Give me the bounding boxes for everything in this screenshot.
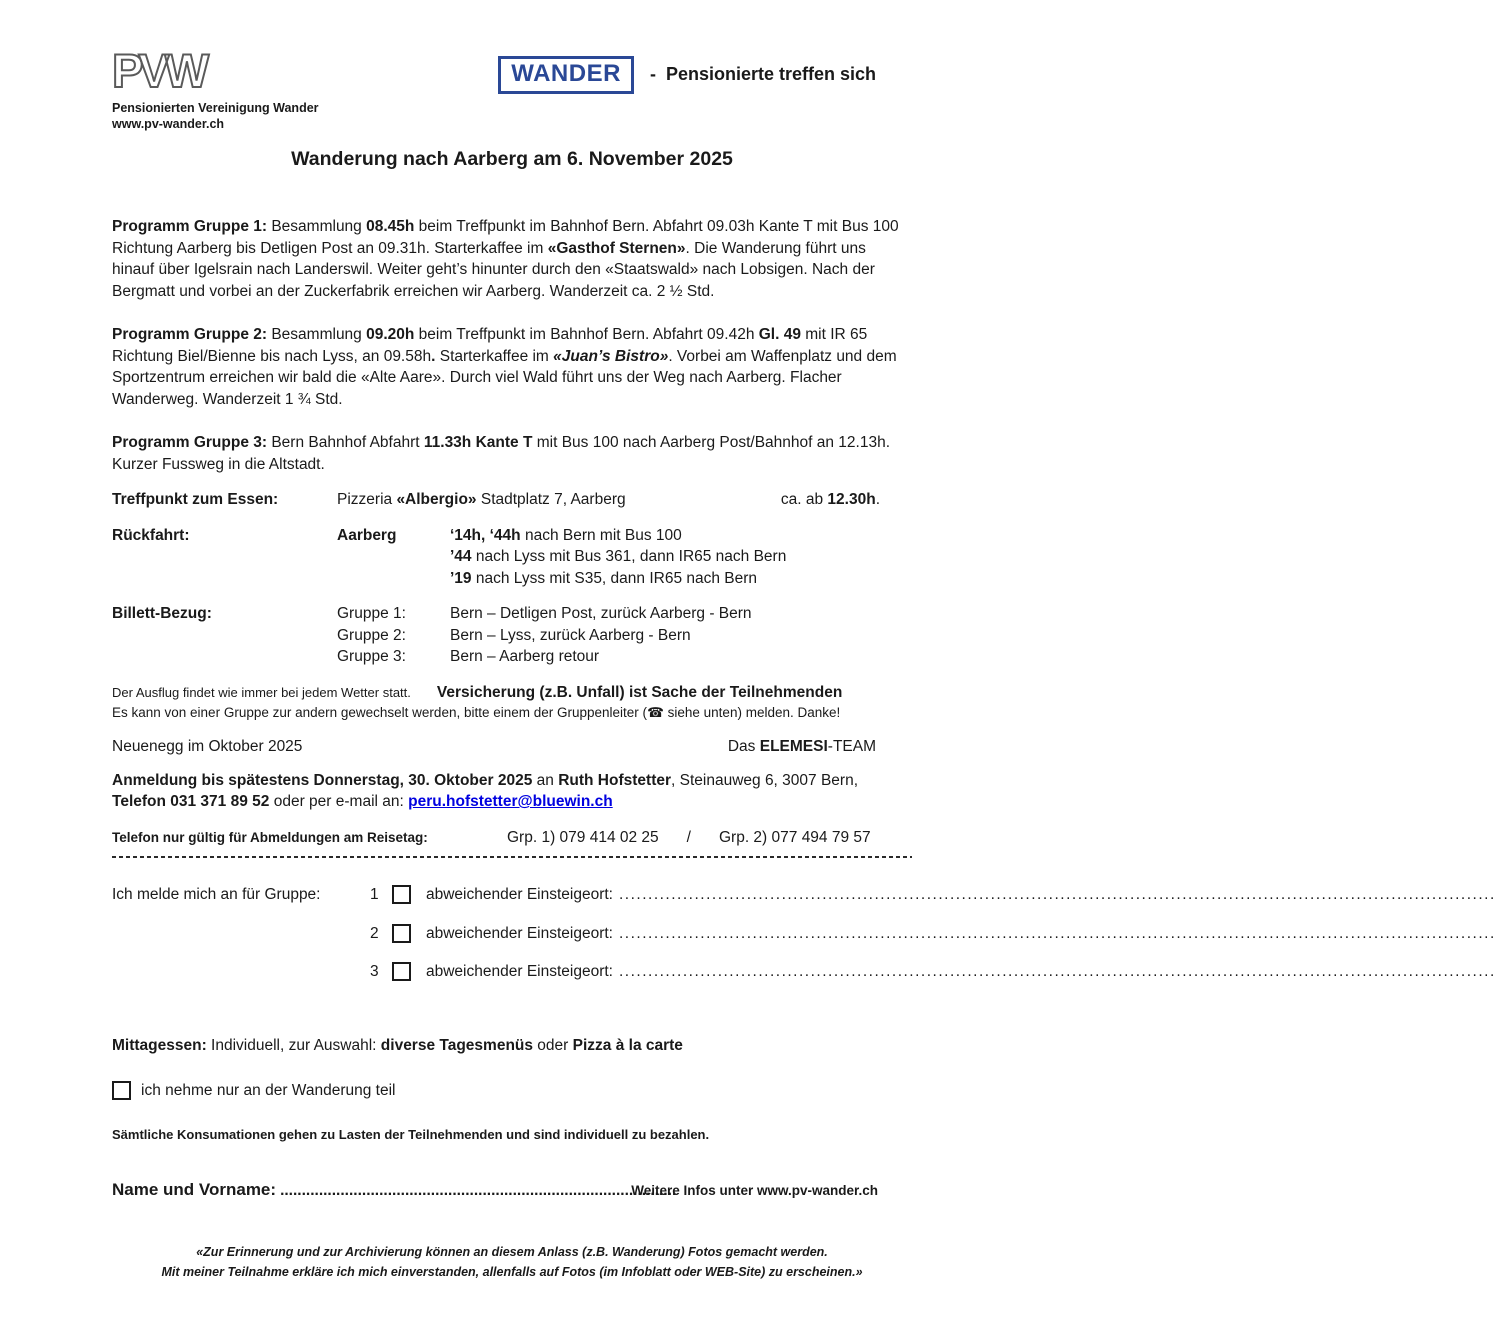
text-segment: Mittagessen: [112, 1036, 207, 1054]
walk-only-label: ich nehme nur an der Wanderung teil [141, 1082, 396, 1099]
text-segment: Pizzeria [337, 491, 397, 508]
weather-insurance-line [112, 682, 912, 704]
program-group-3 [112, 432, 912, 475]
dateline-left: Neuenegg im Oktober 2025 [112, 738, 303, 755]
text-segment: . Vorbei am Waffenplatz und dem Sportzentrum erreichen wir bald die «Alte Aare». Durch viel Wald führt uns der Weg nach Aarberg. Flacher Wanderweg. Wanderzeit 1 ¾ Std. [112, 347, 897, 408]
ticket-route: Bern – Lyss, zurück Aarberg - Bern [450, 626, 691, 644]
return-trip-lines [450, 525, 912, 590]
text-segment: oder per e-mail an: [269, 793, 409, 810]
text-segment: 08.45h [366, 218, 415, 235]
text-segment: nach Lyss mit Bus 361, dann IR65 nach Bern [471, 548, 787, 565]
tickets-rows [337, 603, 912, 668]
team-signature [728, 736, 912, 758]
insurance-note: Versicherung (z.B. Unfall) ist Sache der Teilnehmenden [436, 683, 843, 701]
group-1-checkbox[interactable] [392, 885, 411, 904]
name-field-group [112, 1179, 677, 1202]
meeting-label: Treffpunkt zum Essen: [112, 491, 279, 508]
text-segment: Anmeldung bis spätestens Donnerstag, 30. Oktober 2025 [112, 771, 533, 789]
text-segment: . [431, 347, 436, 365]
dashed-divider [112, 856, 912, 858]
text-segment: ca. ab [780, 491, 828, 508]
ticket-group: Gruppe 2: [337, 626, 406, 644]
text-segment: diverse Tagesmenüs [380, 1036, 533, 1054]
text-segment: -TEAM [827, 738, 876, 755]
text-segment: Telefon 031 371 89 52 [112, 793, 270, 810]
brand-block [498, 56, 876, 94]
cancellation-row [112, 827, 912, 849]
text-segment: beim Treffpunkt im Bahnhof Bern. Abfahrt 09.42h [414, 326, 759, 343]
phone-separator: / [686, 828, 691, 846]
return-trip-place: Aarberg [337, 526, 397, 544]
org-name: Pensionierten Vereinigung Wander [112, 101, 319, 115]
photo-disclaimer [112, 1242, 912, 1282]
meal-line [112, 1035, 912, 1057]
return-trip-label: Rückfahrt: [112, 526, 190, 544]
tagline-dash: - [649, 64, 656, 85]
more-infos: Weitere Infos unter www.pv-wander.ch [631, 1183, 878, 1198]
group-number: 3 [370, 963, 379, 980]
text-segment: 11.33h Kante T [423, 434, 533, 451]
text-segment: 12.30h [827, 491, 876, 508]
text-segment: , Steinauweg 6, 3007 Bern, [671, 771, 859, 789]
boarding-point-label: abweichender Einsteigeort: [426, 886, 613, 903]
group-number: 1 [370, 886, 379, 903]
text-segment: 09.20h [366, 326, 415, 343]
return-line [450, 525, 912, 547]
meeting-time [781, 489, 912, 511]
ticket-route: Bern – Detligen Post, zurück Aarberg - Bern [450, 605, 752, 622]
text-segment: «Albergio» [396, 491, 477, 508]
return-trip-block [112, 525, 912, 590]
program-group-2 [112, 324, 912, 410]
registration-paragraph [112, 770, 912, 813]
signup-form [112, 884, 1496, 983]
dateline-row [112, 736, 912, 758]
text-segment: Gl. 49 [758, 326, 801, 343]
text-segment: siehe unten) melden. Danke! [663, 705, 841, 720]
group-2-phone: Grp. 2) 077 494 79 57 [718, 828, 871, 846]
group-3-checkbox[interactable] [392, 962, 411, 981]
tickets-block [112, 603, 912, 668]
name-field[interactable]: ............................................................................................ [280, 1182, 677, 1199]
text-segment: Bern Bahnhof Abfahrt [271, 434, 424, 451]
text-segment: oder [533, 1036, 573, 1054]
signup-row-1 [112, 884, 1496, 906]
text-segment: . [875, 491, 880, 508]
boarding-point-label: abweichender Einsteigeort: [426, 924, 613, 942]
text-segment: Es kann von einer Gruppe zur andern gewechselt werden, bitte einem der Gruppenleiter ( [112, 705, 648, 720]
signup-row-2 [112, 923, 1496, 945]
text-segment: Pizza à la carte [572, 1036, 683, 1054]
boarding-point-field[interactable]: ....................................................................................................................................................... [618, 924, 1496, 942]
page-title: Wanderung nach Aarberg am 6. November 2025 [291, 148, 733, 170]
text-segment: nach Bern mit Bus 100 [520, 526, 682, 544]
group-switch-note [112, 703, 912, 722]
ticket-group: Gruppe 3: [337, 648, 406, 665]
boarding-point-field[interactable]: ....................................................................................................................................................... [618, 963, 1496, 980]
signup-row-3 [112, 961, 1496, 983]
text-segment: Ruth Hofstetter [558, 771, 672, 789]
ticket-row [337, 646, 912, 668]
text-segment: . Die Wanderung führt uns hinauf über Igelsrain nach Landerswil. Weiter geht’s hinunter durch den «Staatswald» nach Lobsigen. Nach der Bergmatt und vorbei an der Zuckerfabrik erreichen wir Aarberg. Wanderzeit ca. 2 ½ Std. [112, 239, 875, 300]
text-segment: ’44 [450, 548, 472, 565]
org-block [112, 46, 319, 132]
text-segment: Starterkaffee im [435, 347, 554, 365]
cancellation-numbers [507, 827, 871, 849]
ticket-group: Gruppe 1: [337, 605, 406, 622]
phone-icon: ☎ [647, 705, 664, 720]
group-2-checkbox[interactable] [392, 924, 411, 943]
disclaimer-line-2: Mit meiner Teilnahme erkläre ich mich einverstanden, allenfalls auf Fotos (im Infoblatt oder WEB-Site) zu erscheinen.» [161, 1264, 863, 1279]
text-segment: Stadtplatz 7, Aarberg [476, 491, 626, 508]
tagline: Pensionierte treffen sich [665, 64, 876, 85]
boarding-point-field[interactable]: ....................................................................................................................................................... [618, 886, 1496, 903]
text-segment: mit Bus 100 nach Aarberg Post/Bahnhof an 12.13h. Kurzer Fussweg in die Altstadt. [112, 434, 891, 473]
email-link[interactable]: peru.hofstetter@bluewin.ch [408, 793, 613, 810]
org-url: www.pv-wander.ch [112, 117, 225, 131]
text-segment: an [532, 771, 559, 789]
meeting-row [112, 489, 912, 511]
pvw-logo: PVW [112, 44, 205, 97]
signup-label: Ich melde mich an für Gruppe: [112, 886, 321, 903]
weather-note: Der Ausflug findet wie immer bei jedem Wetter statt. [112, 684, 411, 700]
text-segment: Besammlung [271, 326, 367, 343]
text-segment: ELEMESI [759, 738, 828, 755]
text-segment: Programm Gruppe 1: [112, 218, 272, 235]
consumption-note: Sämtliche Konsumationen gehen zu Lasten der Teilnehmenden und sind individuell zu bezahlen. [112, 1126, 710, 1142]
program-group-1 [112, 216, 912, 302]
ticket-row [337, 625, 912, 647]
wander-logo: WANDER [498, 56, 634, 94]
name-label: Name und Vorname: [112, 1180, 277, 1199]
group-number: 2 [370, 924, 379, 942]
meeting-venue [337, 489, 781, 511]
text-segment: «Gasthof Sternen» [547, 239, 686, 257]
text-segment: beim Treffpunkt im Bahnhof Bern. Abfahrt 09.03h Kante T mit Bus 100 Richtung Aarberg bis Detligen Post an 09.31h. Starterkaffee im [112, 218, 899, 257]
text-segment: Das [727, 738, 760, 755]
tickets-label: Billett-Bezug: [112, 605, 212, 622]
name-row [112, 1179, 912, 1202]
text-segment: Programm Gruppe 2: [112, 326, 272, 343]
return-line [450, 546, 912, 568]
text-segment: nach Lyss mit S35, dann IR65 nach Bern [471, 569, 758, 587]
page-header [112, 46, 912, 132]
ticket-row [337, 603, 912, 625]
text-segment: mit IR 65 Richtung Biel/Bienne bis nach Lyss, an 09.58h [112, 326, 868, 365]
text-segment: ‘14h, ‘44h [450, 526, 521, 544]
text-segment: Programm Gruppe 3: [112, 434, 272, 451]
text-segment: Individuell, zur Auswahl: [206, 1036, 381, 1054]
disclaimer-line-1: «Zur Erinnerung und zur Archivierung können an diesem Anlass (z.B. Wanderung) Fotos gemacht werden. [196, 1244, 828, 1259]
notes-block [112, 682, 912, 723]
text-segment: Besammlung [271, 218, 367, 235]
boarding-point-label: abweichender Einsteigeort: [426, 963, 613, 980]
walk-only-checkbox[interactable] [112, 1081, 131, 1100]
text-segment: «Juan’s Bistro» [553, 347, 669, 365]
group-1-phone: Grp. 1) 079 414 02 25 [507, 828, 659, 846]
ticket-route: Bern – Aarberg retour [450, 648, 600, 665]
return-line [450, 568, 912, 590]
text-segment: ’19 [450, 569, 472, 587]
walk-only-row [112, 1080, 912, 1102]
cancellation-label: Telefon nur gültig für Abmeldungen am Reisetag: [112, 829, 428, 845]
